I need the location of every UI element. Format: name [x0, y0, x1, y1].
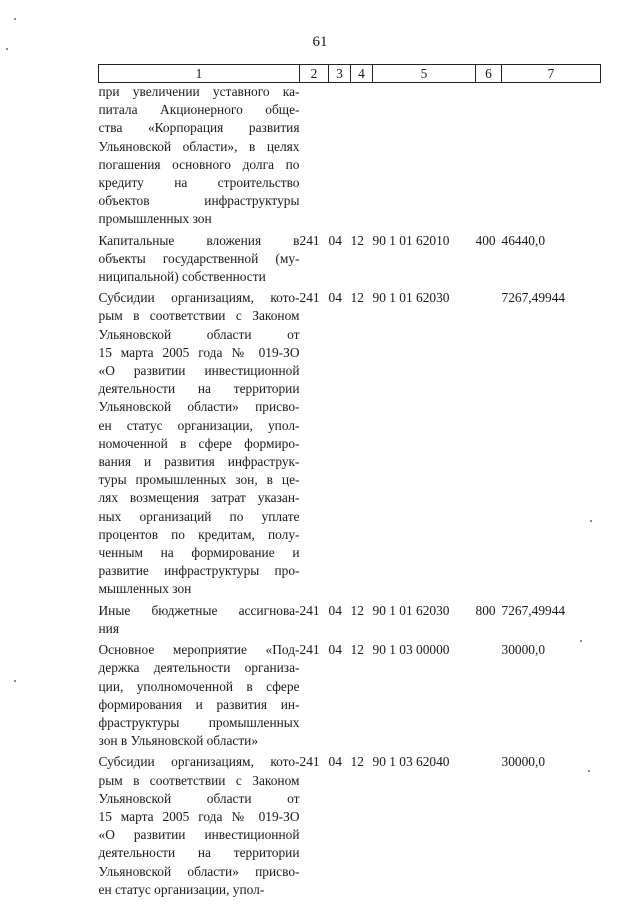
description-line: Субсидии организациям, кото- [98, 754, 300, 770]
header-row [99, 65, 601, 83]
description-line: Основное мероприятие «Под- [98, 642, 300, 658]
description-line: держка деятельности организа- [98, 660, 300, 676]
description-line: фраструктуры промышленных [98, 714, 300, 730]
cell-ministry: 241 [299, 642, 320, 658]
cell-amount: 7267,49944 [501, 602, 566, 618]
description-line: 15 марта 2005 года № 019-ЗО [98, 808, 300, 824]
cell-amount: 30000,0 [501, 754, 546, 770]
row-description [99, 83, 300, 229]
page-number: 61 [312, 34, 328, 50]
description-line: 15 марта 2005 года № 019-ЗО [98, 344, 300, 360]
description-line: процентов по кредитам, полу- [98, 526, 300, 542]
cell-subsection: 12 [350, 232, 364, 248]
header-col-7: 7 [502, 65, 601, 83]
scan-speck [14, 18, 16, 20]
description-line: объекты государственной (му- [98, 250, 300, 266]
description-line: объектов инфраструктуры [98, 193, 300, 209]
cell-section: 04 [328, 602, 342, 618]
row-description [99, 599, 300, 638]
description-line: кредиту на строительство [98, 175, 300, 191]
table-row [99, 599, 601, 638]
row-description [99, 286, 300, 598]
cell-expense-type [476, 83, 502, 229]
cell-section: 04 [328, 290, 342, 306]
description-line: Субсидии организациям, кото- [98, 290, 300, 306]
cell-section: 04 [328, 642, 342, 658]
scan-speck [6, 48, 8, 50]
description-line: Иные бюджетные ассигнова- [98, 602, 300, 618]
description-line: Ульяновской области от [98, 790, 300, 806]
description-line: питала Акционерного обще- [98, 102, 300, 118]
description-line: «О развитии инвестиционной [98, 363, 300, 379]
description-line: «О развитии инвестиционной [98, 827, 300, 843]
scan-speck [14, 680, 16, 682]
header-col-3: 3 [329, 65, 351, 83]
cell-expense-type [476, 750, 502, 899]
header-col-4: 4 [351, 65, 373, 83]
budget-table [98, 64, 601, 899]
description-line: ства «Корпорация развития [98, 120, 300, 136]
cell-expense-type: 800 [475, 602, 496, 618]
table-row [99, 83, 601, 229]
table-row [99, 286, 601, 598]
cell-ministry: 241 [299, 232, 320, 248]
cell-ministry: 241 [299, 602, 320, 618]
description-line: Капитальные вложения в [98, 232, 300, 248]
description-line: туры промышленных зон, в це- [98, 472, 300, 488]
cell-target-article: 90 1 01 62030 [372, 290, 450, 306]
cell-ministry: 241 [299, 290, 320, 306]
row-description [99, 229, 300, 287]
description-line: Ульяновской области от [98, 326, 300, 342]
cell-subsection [351, 83, 373, 229]
cell-target-article: 90 1 01 62010 [372, 232, 450, 248]
header-col-6: 6 [476, 65, 502, 83]
cell-subsection: 12 [350, 602, 364, 618]
cell-expense-type: 400 [475, 232, 496, 248]
cell-expense-type [476, 638, 502, 750]
row-description [99, 638, 300, 750]
description-line: ченным на формирование и [98, 545, 300, 561]
description-line: Ульяновской области» присво- [98, 863, 300, 879]
cell-subsection: 12 [350, 754, 364, 770]
cell-amount: 30000,0 [501, 642, 546, 658]
description-line: деятельности на территории [98, 381, 300, 397]
description-line: ниципальной) собственности [98, 269, 266, 285]
description-line: вания и развития инфраструк- [98, 454, 300, 470]
cell-amount: 7267,49944 [501, 290, 566, 306]
description-line: лях возмещения затрат указан- [98, 490, 300, 506]
table-row [99, 229, 601, 287]
description-line: при увеличении уставного ка- [98, 84, 300, 99]
cell-section [329, 83, 351, 229]
header-col-5: 5 [373, 65, 476, 83]
cell-amount: 46440,0 [501, 232, 546, 248]
description-line: ен статус организации, упол- [98, 417, 300, 433]
cell-ministry [300, 83, 329, 229]
header-col-2: 2 [300, 65, 329, 83]
description-line: мышленных зон [98, 581, 192, 597]
description-line: номоченной в сфере формиро- [98, 435, 300, 451]
cell-section: 04 [328, 232, 342, 248]
cell-target-article: 90 1 03 62040 [372, 754, 450, 770]
row-description [99, 750, 300, 899]
description-line: рым в соответствии с Законом [98, 308, 300, 324]
header-col-1: 1 [99, 65, 300, 83]
cell-target-article [373, 83, 476, 229]
scan-speck [590, 520, 592, 522]
description-line: ции, уполномоченной в сфере [98, 678, 300, 694]
description-line: рым в соответствии с Законом [98, 772, 300, 788]
description-line: погашения основного долга по [98, 156, 300, 172]
description-line: развитие инфраструктуры про- [98, 563, 300, 579]
description-line: деятельности на территории [98, 845, 300, 861]
scan-speck [580, 640, 582, 642]
description-line: Ульяновской области», в целях [98, 138, 300, 154]
table-row [99, 638, 601, 750]
cell-subsection: 12 [350, 290, 364, 306]
description-line: ния [98, 620, 119, 636]
cell-target-article: 90 1 03 00000 [372, 642, 450, 658]
table-row [99, 750, 601, 899]
cell-section: 04 [328, 754, 342, 770]
cell-amount [502, 83, 601, 229]
cell-expense-type [476, 286, 502, 598]
cell-ministry: 241 [299, 754, 320, 770]
cell-subsection: 12 [350, 642, 364, 658]
scan-speck [588, 770, 590, 772]
description-line: Ульяновской области» присво- [98, 399, 300, 415]
description-line: формирования и развития ин- [98, 696, 300, 712]
description-line: промышленных зон [98, 211, 212, 227]
cell-target-article: 90 1 01 62030 [372, 602, 450, 618]
description-line: ных организаций по уплате [98, 508, 300, 524]
description-line: зон в Ульяновской области» [98, 733, 259, 749]
description-line: ен статус организации, упол- [98, 881, 265, 897]
